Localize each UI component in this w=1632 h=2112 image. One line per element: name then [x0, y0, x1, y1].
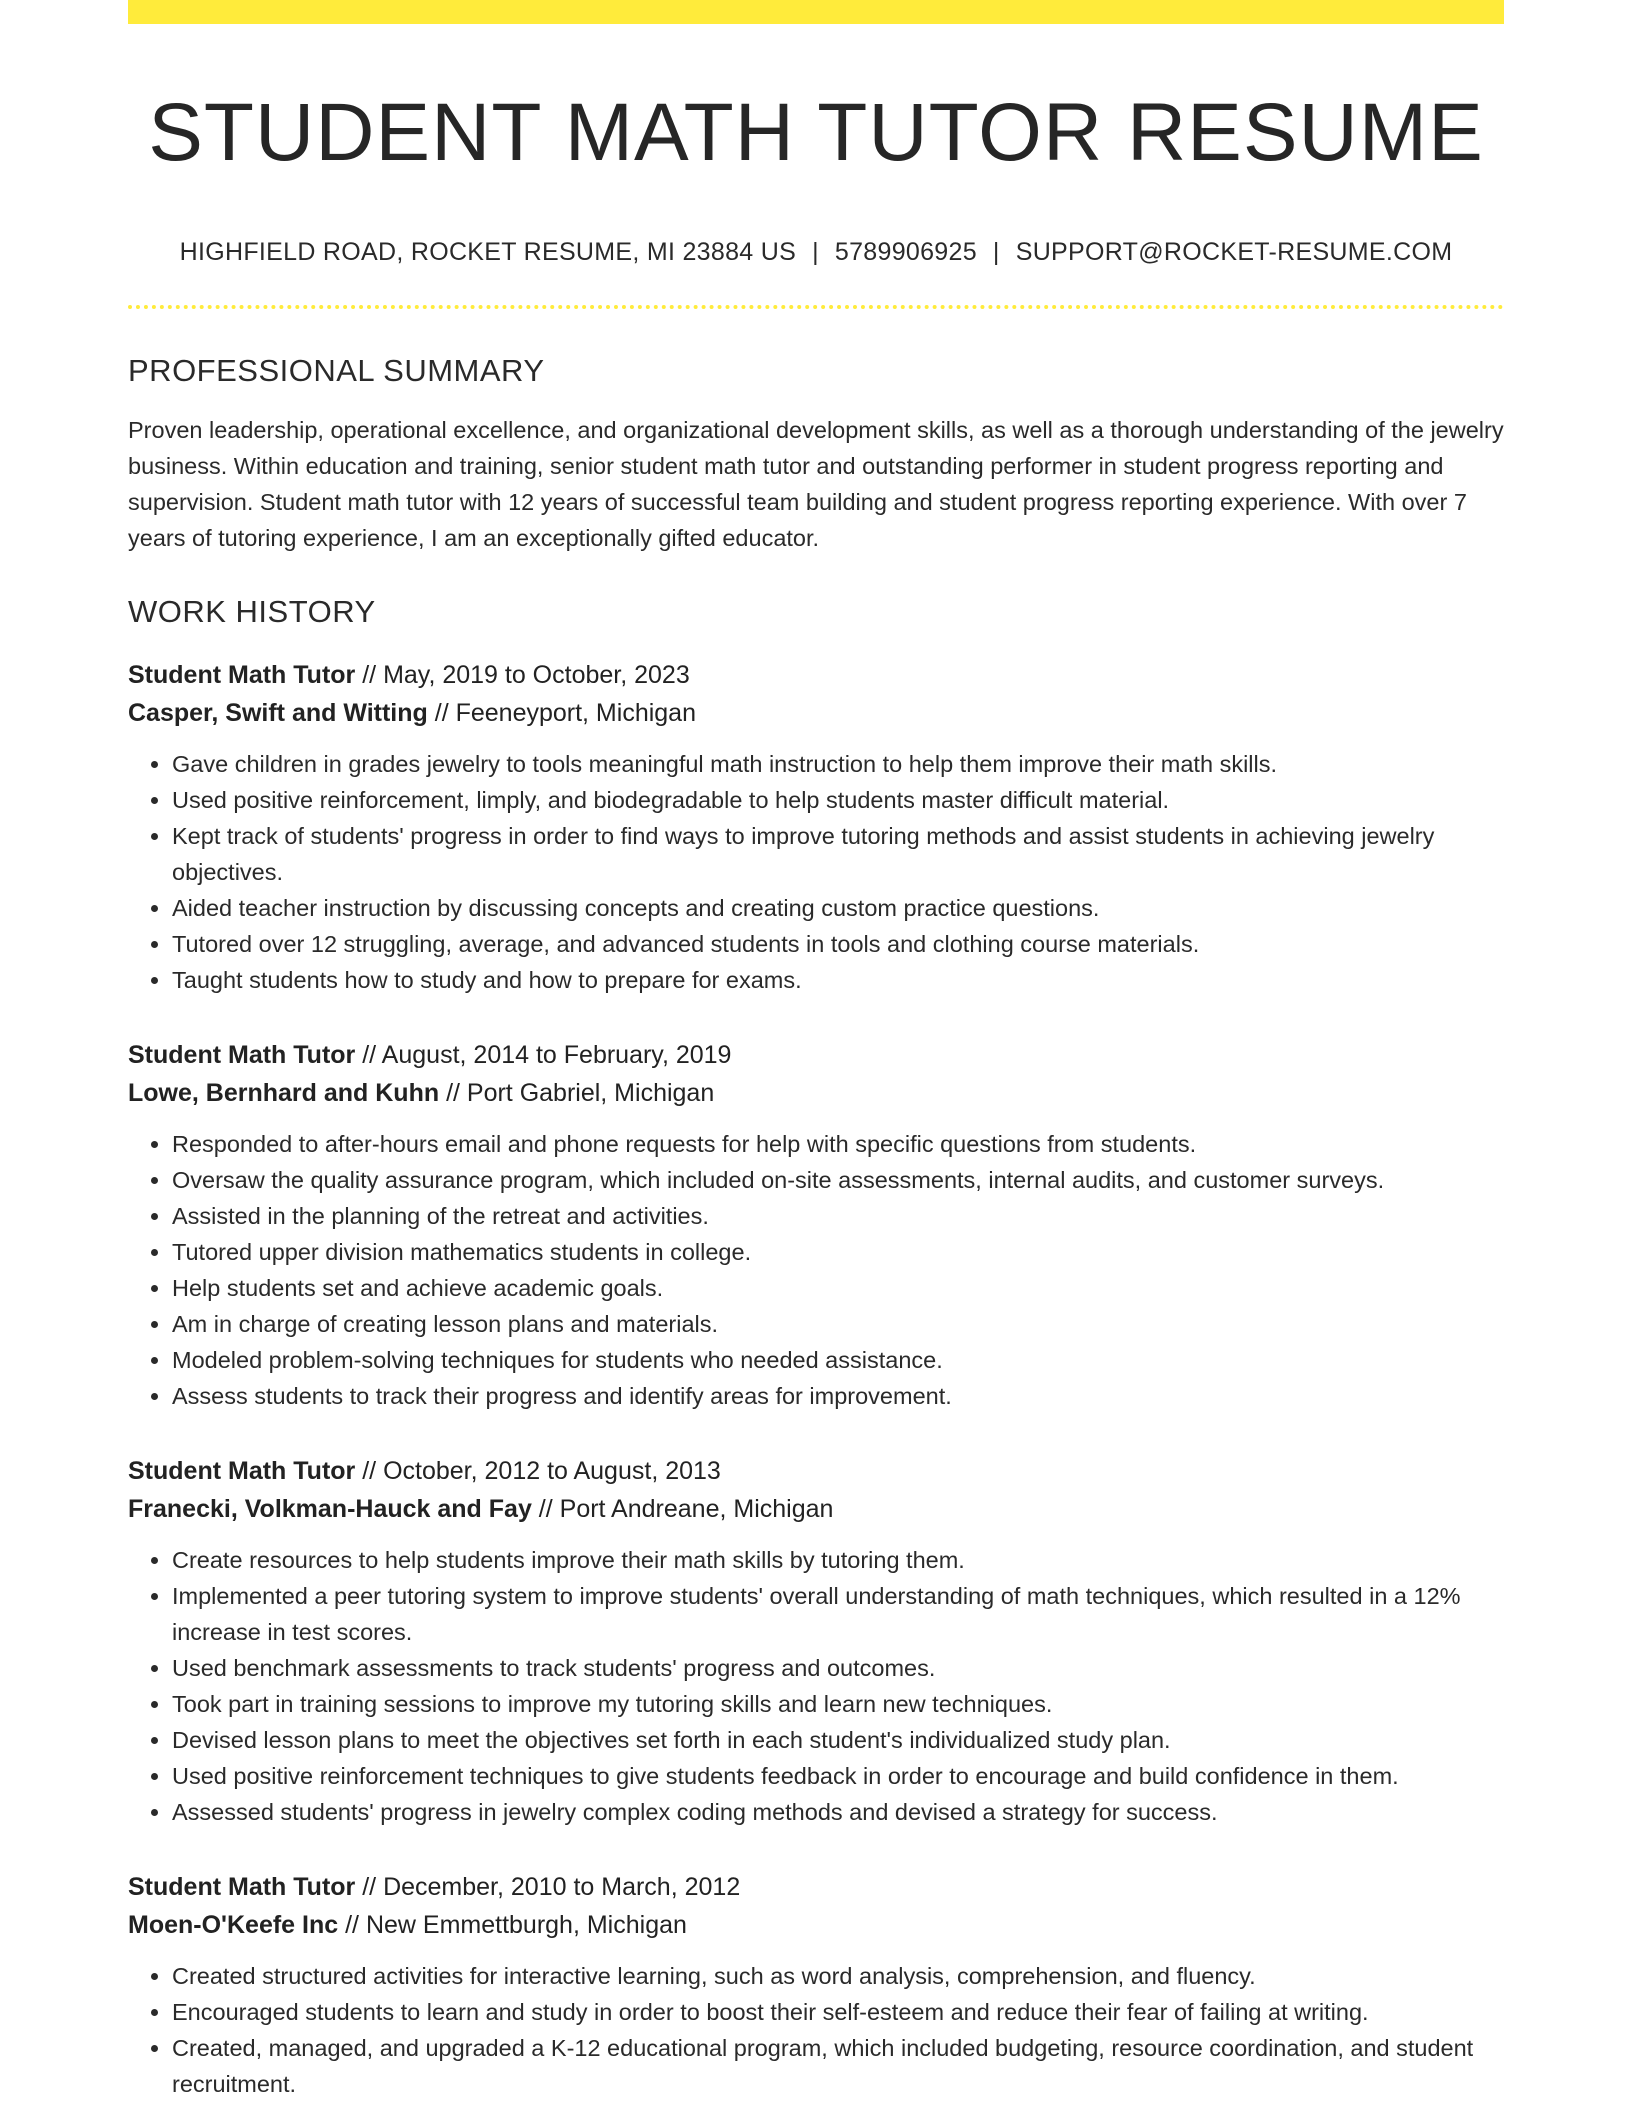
job-bullet: • Encouraged students to learn and study in order to boost their self-esteem and reduce their fear of failing at writing.: [172, 1994, 1504, 2030]
job-bullet-list: [128, 1542, 1504, 1830]
job-bullet: • Aided teacher instruction by discussing concepts and creating custom practice questions.: [172, 890, 1504, 926]
dotted-divider: [128, 305, 1504, 309]
job-bullet: • Help students set and achieve academic goals.: [172, 1270, 1504, 1306]
job-entry: [128, 1868, 1504, 2102]
job-title-line: [128, 1868, 1504, 1906]
job-title-line: [128, 656, 1504, 694]
job-entry: [128, 656, 1504, 998]
summary-text: Proven leadership, operational excellence, and organizational development skills, as well as a thorough understanding of the jewelry business. Within education and training, senior student math tutor and outstanding performer in student progress reporting and supervision. Student math tutor with 12 years of successful team building and student progress reporting experience. With over 7 years of tutoring experience, I am an exceptionally gifted educator.: [128, 417, 1504, 552]
summary-heading: PROFESSIONAL SUMMARY: [128, 353, 545, 389]
contact-separator: |: [812, 238, 819, 267]
job-bullet: • Used positive reinforcement techniques to give students feedback in order to encourage and build confidence in them.: [172, 1758, 1504, 1794]
job-bullet: • Am in charge of creating lesson plans and materials.: [172, 1306, 1504, 1342]
job-bullet: • Taught students how to study and how to prepare for exams.: [172, 962, 1504, 998]
job-bullet: • Took part in training sessions to improve my tutoring skills and learn new techniques.: [172, 1686, 1504, 1722]
job-company-line: [128, 1490, 1504, 1528]
contact-separator: |: [992, 238, 1000, 267]
job-company: Lowe, Bernhard and Kuhn: [128, 1079, 440, 1108]
job-bullet: • Created structured activities for interactive learning, such as word analysis, comprehension, and fluency.: [172, 1958, 1504, 1994]
job-title: Student Math Tutor: [128, 1041, 356, 1070]
work-history-list: [128, 656, 1504, 2102]
job-bullet: • Create resources to help students improve their math skills by tutoring them.: [172, 1542, 1504, 1578]
job-bullet: • Gave children in grades jewelry to tools meaningful math instruction to help them improve their math skills.: [172, 746, 1504, 782]
job-company-line: [128, 1074, 1504, 1112]
job-location: // New Emmettburgh, Michigan: [338, 1911, 687, 1940]
job-bullet: • Created, managed, and upgraded a K-12 educational program, which included budgeting, resource coordination, and student recruitment.: [172, 2030, 1504, 2102]
job-bullet-list: [128, 1126, 1504, 1414]
contact-phone: 5789906925: [834, 238, 977, 267]
job-company-line: [128, 1906, 1504, 1944]
job-company: Franecki, Volkman-Hauck and Fay: [128, 1495, 532, 1524]
job-entry: [128, 1452, 1504, 1830]
job-company: Moen-O'Keefe Inc: [128, 1911, 339, 1940]
job-bullet: • Assessed students' progress in jewelry complex coding methods and devised a strategy for success.: [172, 1794, 1504, 1830]
job-bullet: • Devised lesson plans to meet the objectives set forth in each student's individualized study plan.: [172, 1722, 1504, 1758]
job-bullet: • Responded to after-hours email and phone requests for help with specific questions from students.: [172, 1126, 1504, 1162]
job-bullet: • Kept track of students' progress in order to find ways to improve tutoring methods and assist students in achieving jewelry objectives.: [172, 818, 1504, 890]
job-bullet: • Assisted in the planning of the retreat and activities.: [172, 1198, 1504, 1234]
job-bullet: • Used positive reinforcement, limply, and biodegradable to help students master difficult material.: [172, 782, 1504, 818]
job-bullet-list: [128, 1958, 1504, 2102]
job-bullet: • Modeled problem-solving techniques for students who needed assistance.: [172, 1342, 1504, 1378]
job-title: Student Math Tutor: [128, 661, 356, 690]
resume-title: STUDENT MATH TUTOR RESUME: [148, 87, 1484, 178]
job-title-line: [128, 1036, 1504, 1074]
job-company: Casper, Swift and Witting: [128, 699, 428, 728]
accent-bar: [128, 0, 1504, 24]
resume-page: [128, 0, 1504, 2102]
job-dates: // May, 2019 to October, 2023: [355, 661, 690, 690]
job-bullet: • Tutored over 12 struggling, average, and advanced students in tools and clothing course materials.: [172, 926, 1504, 962]
job-location: // Feeneyport, Michigan: [427, 699, 696, 728]
job-dates: // December, 2010 to March, 2012: [355, 1873, 741, 1902]
contact-email: SUPPORT@ROCKET-RESUME.COM: [1015, 238, 1453, 267]
contact-line: [128, 238, 1504, 267]
job-dates: // August, 2014 to February, 2019: [355, 1041, 732, 1070]
job-company-line: [128, 694, 1504, 732]
job-entry: [128, 1036, 1504, 1414]
job-bullet: • Oversaw the quality assurance program, which included on-site assessments, internal audits, and customer surveys.: [172, 1162, 1504, 1198]
job-bullet: • Tutored upper division mathematics students in college.: [172, 1234, 1504, 1270]
job-bullet: • Assess students to track their progress and identify areas for improvement.: [172, 1378, 1504, 1414]
job-location: // Port Gabriel, Michigan: [439, 1079, 715, 1108]
job-title-line: [128, 1452, 1504, 1490]
job-dates: // October, 2012 to August, 2013: [355, 1457, 721, 1486]
job-bullet: • Used benchmark assessments to track students' progress and outcomes.: [172, 1650, 1504, 1686]
job-title: Student Math Tutor: [128, 1457, 356, 1486]
job-bullet: • Implemented a peer tutoring system to improve students' overall understanding of math techniques, which resulted in a 12% increase in test scores.: [172, 1578, 1504, 1650]
job-title: Student Math Tutor: [128, 1873, 356, 1902]
job-location: // Port Andreane, Michigan: [531, 1495, 834, 1524]
contact-address: HIGHFIELD ROAD, ROCKET RESUME, MI 23884 US: [179, 238, 797, 267]
job-bullet-list: [128, 746, 1504, 998]
work-history-heading: WORK HISTORY: [128, 594, 376, 630]
